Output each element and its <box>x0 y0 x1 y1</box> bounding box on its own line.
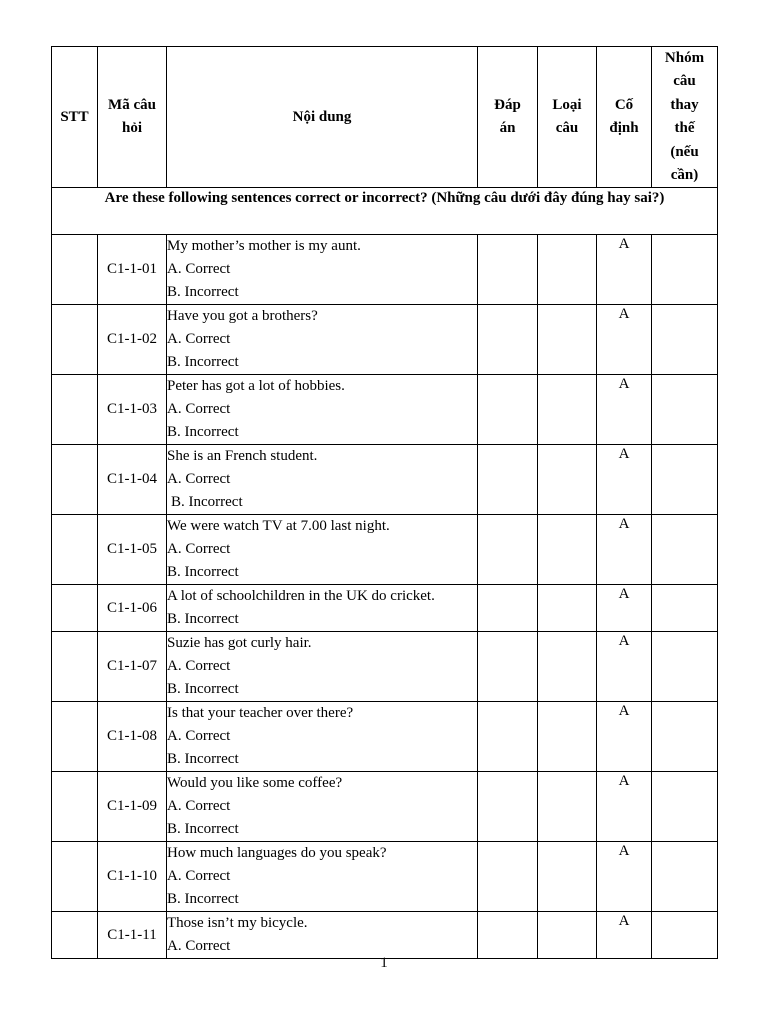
fixed-cell: A <box>597 632 652 702</box>
question-row <box>52 842 718 912</box>
group-cell <box>652 912 718 959</box>
question-content: Those isn’t my bicycle. A. Correct <box>167 912 478 959</box>
question-code: C1-1-07 <box>98 632 167 702</box>
group-cell <box>652 375 718 445</box>
type-cell <box>538 375 597 445</box>
question-row <box>52 305 718 375</box>
group-cell <box>652 842 718 912</box>
question-code: C1-1-11 <box>98 912 167 959</box>
group-cell <box>652 515 718 585</box>
question-code: C1-1-09 <box>98 772 167 842</box>
answer-cell <box>478 305 538 375</box>
answer-cell <box>478 842 538 912</box>
type-cell <box>538 702 597 772</box>
type-cell <box>538 515 597 585</box>
stt-cell <box>52 515 98 585</box>
type-cell <box>538 305 597 375</box>
question-code: C1-1-05 <box>98 515 167 585</box>
type-cell <box>538 632 597 702</box>
stt-cell <box>52 702 98 772</box>
stt-cell <box>52 632 98 702</box>
stt-cell <box>52 445 98 515</box>
type-cell <box>538 445 597 515</box>
group-cell <box>652 305 718 375</box>
type-cell <box>538 912 597 959</box>
question-content: We were watch TV at 7.00 last night. A. Correct B. Incorrect <box>167 515 478 585</box>
answer-cell <box>478 585 538 632</box>
question-row <box>52 585 718 632</box>
header-content: Nội dung <box>167 47 478 188</box>
stt-cell <box>52 842 98 912</box>
question-row <box>52 702 718 772</box>
group-cell <box>652 772 718 842</box>
header-replacement-group: Nhóm câu thay thế (nếu cần) <box>652 47 718 188</box>
stt-cell <box>52 375 98 445</box>
header-stt: STT <box>52 47 98 188</box>
question-content: Peter has got a lot of hobbies. A. Correct B. Incorrect <box>167 375 478 445</box>
question-code: C1-1-01 <box>98 235 167 305</box>
question-code: C1-1-03 <box>98 375 167 445</box>
question-content: Have you got a brothers? A. Correct B. Incorrect <box>167 305 478 375</box>
question-content: Suzie has got curly hair. A. Correct B. Incorrect <box>167 632 478 702</box>
instruction-text: Are these following sentences correct or incorrect? (Những câu dưới đây đúng hay sai?) <box>52 188 718 235</box>
question-row <box>52 912 718 959</box>
question-row <box>52 772 718 842</box>
answer-cell <box>478 772 538 842</box>
stt-cell <box>52 772 98 842</box>
question-row <box>52 235 718 305</box>
question-row <box>52 632 718 702</box>
fixed-cell: A <box>597 375 652 445</box>
type-cell <box>538 772 597 842</box>
header-question-type: Loại câu <box>538 47 597 188</box>
question-content: Would you like some coffee? A. Correct B. Incorrect <box>167 772 478 842</box>
question-row <box>52 375 718 445</box>
question-content: My mother’s mother is my aunt. A. Correct B. Incorrect <box>167 235 478 305</box>
type-cell <box>538 842 597 912</box>
fixed-cell: A <box>597 772 652 842</box>
type-cell <box>538 585 597 632</box>
fixed-cell: A <box>597 445 652 515</box>
fixed-cell: A <box>597 585 652 632</box>
page-number: 1 <box>380 955 388 971</box>
answer-cell <box>478 515 538 585</box>
group-cell <box>652 585 718 632</box>
group-cell <box>652 702 718 772</box>
question-row <box>52 515 718 585</box>
fixed-cell: A <box>597 305 652 375</box>
header-question-code: Mã câu hỏi <box>98 47 167 188</box>
question-content: Is that your teacher over there? A. Correct B. Incorrect <box>167 702 478 772</box>
question-content: A lot of schoolchildren in the UK do cricket. B. Incorrect <box>167 585 478 632</box>
answer-cell <box>478 235 538 305</box>
answer-cell <box>478 702 538 772</box>
question-table <box>51 46 718 959</box>
stt-cell <box>52 912 98 959</box>
answer-cell <box>478 445 538 515</box>
question-code: C1-1-08 <box>98 702 167 772</box>
answer-cell <box>478 632 538 702</box>
question-code: C1-1-10 <box>98 842 167 912</box>
answer-cell <box>478 375 538 445</box>
answer-cell <box>478 912 538 959</box>
question-code: C1-1-06 <box>98 585 167 632</box>
question-code: C1-1-02 <box>98 305 167 375</box>
type-cell <box>538 235 597 305</box>
question-code: C1-1-04 <box>98 445 167 515</box>
stt-cell <box>52 305 98 375</box>
fixed-cell: A <box>597 515 652 585</box>
question-content: How much languages do you speak? A. Correct B. Incorrect <box>167 842 478 912</box>
group-cell <box>652 235 718 305</box>
stt-cell <box>52 585 98 632</box>
group-cell <box>652 445 718 515</box>
fixed-cell: A <box>597 842 652 912</box>
instruction-row <box>52 188 718 235</box>
stt-cell <box>52 235 98 305</box>
group-cell <box>652 632 718 702</box>
header-fixed: Cố định <box>597 47 652 188</box>
header-answer: Đáp án <box>478 47 538 188</box>
fixed-cell: A <box>597 235 652 305</box>
fixed-cell: A <box>597 912 652 959</box>
question-content: She is an French student. A. Correct B. Incorrect <box>167 445 478 515</box>
header-row <box>52 47 718 188</box>
question-row <box>52 445 718 515</box>
fixed-cell: A <box>597 702 652 772</box>
